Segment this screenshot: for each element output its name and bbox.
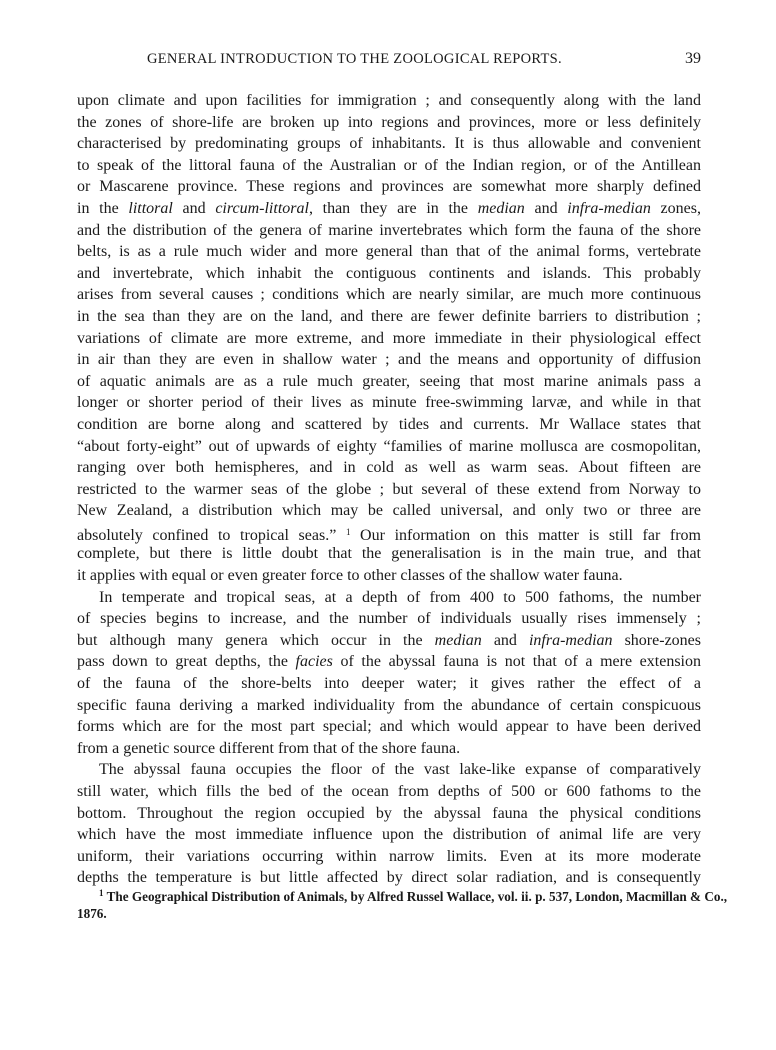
text-line: [77, 457, 701, 479]
italic-term: littoral: [128, 199, 173, 217]
text-segment: in the: [77, 199, 129, 217]
text-line: [77, 112, 701, 134]
text-segment: The abyssal fauna occupies the floor of the vast lake-like expanse of comparatively: [99, 761, 701, 779]
text-segment: arises from several causes ; conditions which are nearly similar, are much more continuous: [77, 286, 701, 304]
text-segment: and invertebrate, which inhabit the contiguous continents and islands. This probably: [77, 264, 701, 282]
text-segment: to speak of the littoral fauna of the Australian or of the Indian region, or of the Antillean: [77, 156, 701, 174]
text-segment: from a genetic source different from that of the shore fauna.: [77, 739, 461, 757]
page-header: [77, 50, 701, 68]
text-line: [77, 738, 701, 760]
text-line: [77, 587, 701, 609]
text-segment: Our information on this matter is still far from: [350, 526, 701, 544]
text-segment: complete, but there is little doubt that the generalisation is in the main true, and that: [77, 545, 701, 563]
text-line: [77, 565, 701, 587]
text-line: [77, 371, 701, 393]
text-segment: in air than they are even in shallow water ; and the means and opportunity of diffusion: [77, 351, 701, 369]
text-segment: In temperate and tropical seas, at a depth of from 400 to 500 fathoms, the number: [99, 588, 701, 606]
text-segment: longer or shorter period of their lives as minute free-swimming larvæ, and while in that: [77, 394, 701, 412]
footnote-line: 1876.: [77, 906, 107, 921]
text-segment: upon climate and upon facilities for immigration ; and consequently along with the land: [77, 92, 701, 109]
text-segment: absolutely confined to tropical seas.”: [77, 526, 346, 544]
text-line: [77, 479, 701, 501]
italic-term: infra-median: [567, 199, 651, 217]
text-line: [77, 543, 701, 565]
text-segment: restricted to the warmer seas of the globe ; but several of these extend from Norway to: [77, 480, 701, 498]
text-segment: pass down to great depths, the: [77, 653, 296, 671]
italic-term: facies: [295, 653, 333, 671]
italic-term: infra-median: [528, 631, 613, 649]
text-segment: New Zealand, a distribution which may be called universal, and only two or three are: [77, 502, 701, 520]
text-segment: which have the most immediate influence upon the distribution of animal life are very: [77, 826, 701, 844]
text-segment: of the abyssal fauna is not that of a mere extension: [332, 653, 701, 671]
text-line: [77, 133, 701, 155]
text-line: [77, 716, 701, 738]
text-line: [77, 630, 701, 652]
text-segment: but although many genera which occur in the: [77, 631, 435, 649]
text-line: [77, 824, 701, 846]
text-line: [77, 673, 701, 695]
text-segment: it applies with equal or even greater force to other classes of the shallow water fauna.: [77, 567, 623, 585]
text-line: [77, 414, 701, 436]
footnote-marker: 1: [99, 888, 104, 898]
italic-term: median: [477, 199, 525, 217]
text-segment: , than they are in the: [308, 199, 478, 217]
text-line: [77, 306, 701, 328]
text-segment: and: [481, 631, 529, 649]
text-line: [77, 803, 701, 825]
text-line: [77, 263, 701, 285]
text-segment: forms which are for the most part special; and which would appear to have been derived: [77, 718, 701, 736]
text-line: [77, 651, 701, 673]
text-line: [77, 90, 701, 112]
text-segment: still water, which fills the bed of the ocean from depths of 500 or 600 fathoms to the: [77, 783, 701, 800]
text-line: [77, 241, 701, 263]
text-segment: the zones of shore-life are broken up into regions and provinces, more or less definitely: [77, 113, 701, 131]
text-line: [77, 328, 701, 350]
text-line: [77, 759, 701, 781]
text-segment: ranging over both hemispheres, and in cold as well as warm seas. About fifteen are: [77, 459, 701, 477]
text-segment: condition are borne along and scattered by tides and currents. Mr Wallace states that: [77, 415, 701, 433]
italic-term: circum-littoral: [215, 199, 309, 217]
text-segment: and the distribution of the genera of marine invertebrates which form the fauna of the shore: [77, 221, 701, 239]
text-segment: bottom. Throughout the region occupied by the abyssal fauna the physical conditions: [77, 804, 701, 822]
italic-term: median: [434, 631, 482, 649]
text-line: [77, 522, 701, 544]
text-segment: specific fauna deriving a marked individuality from the abundance of certain conspicuous: [77, 696, 701, 714]
text-segment: of aquatic animals are as a rule much greater, seeing that most marine animals pass a: [77, 372, 701, 390]
page-number: 39: [685, 50, 701, 67]
footnote-line: The Geographical Distribution of Animals, by Alfred Russel Wallace, vol. ii. p. 537, London, Macmillan & Co.,: [106, 889, 728, 904]
text-line: [77, 500, 701, 522]
text-line: [77, 176, 701, 198]
text-segment: “about forty-eight” out of upwards of eighty “families of marine mollusca are cosmopolitan,: [77, 437, 701, 455]
text-segment: of species begins to increase, and the number of individuals usually rises immensely ;: [77, 610, 701, 628]
text-segment: and: [524, 199, 568, 217]
text-segment: belts, is as a rule much wider and more general than that of the animal forms, vertebrate: [77, 243, 701, 261]
text-segment: depths the temperature is but little affected by direct solar radiation, and is consequently: [77, 869, 701, 887]
text-segment: or Mascarene province. These regions and provinces are somewhat more sharply defined: [77, 178, 701, 196]
text-line: [77, 349, 701, 371]
text-line: [77, 198, 701, 220]
body-text: [77, 90, 701, 889]
text-segment: and: [172, 199, 216, 217]
text-segment: zones,: [650, 199, 701, 217]
text-line: [77, 284, 701, 306]
footnote-ref: 1: [345, 526, 351, 537]
text-segment: uniform, their variations occurring within narrow limits. Even at its more moderate: [77, 847, 701, 865]
text-segment: of the fauna of the shore-belts into deeper water; it gives rather the effect of a: [77, 675, 701, 693]
text-line: [77, 436, 701, 458]
text-line: [77, 155, 701, 177]
running-title: GENERAL INTRODUCTION TO THE ZOOLOGICAL REPORTS.: [147, 51, 562, 67]
text-line: [77, 220, 701, 242]
text-line: [77, 846, 701, 868]
text-line: [77, 608, 701, 630]
text-segment: characterised by predominating groups of inhabitants. It is thus allowable and convenient: [77, 135, 701, 153]
text-segment: shore-zones: [612, 631, 701, 649]
footnote: [77, 885, 728, 922]
text-line: [77, 781, 701, 803]
text-segment: in the sea than they are on the land, and there are fewer definite barriers to distribution ;: [77, 307, 701, 325]
text-line: [77, 392, 701, 414]
text-segment: variations of climate are more extreme, and more immediate in their physiological effect: [77, 329, 701, 347]
text-line: [77, 695, 701, 717]
